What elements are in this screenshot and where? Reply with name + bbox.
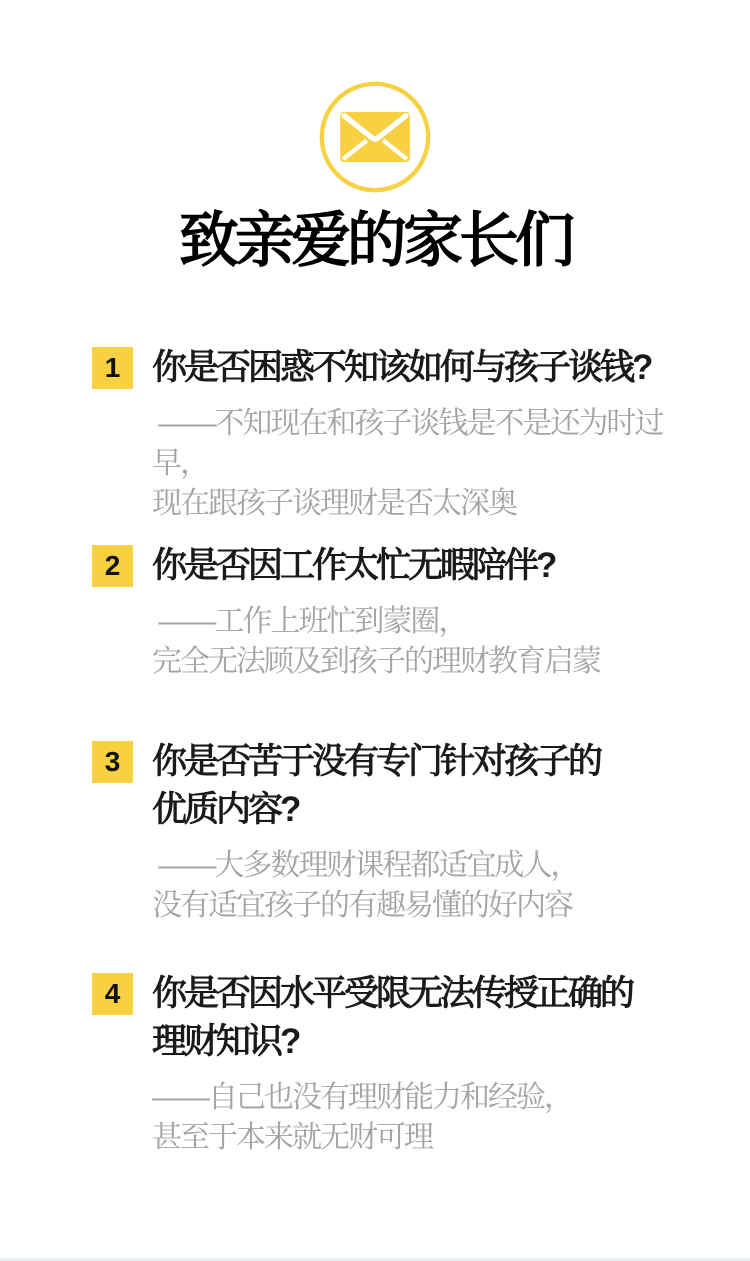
desc-line: ——工作上班忙到蒙圈， xyxy=(152,605,467,638)
question-line: 你是否苦于没有专门针对孩子的 xyxy=(152,742,601,781)
question-desc xyxy=(152,1078,695,1158)
envelope-icon xyxy=(317,79,433,195)
question-item-1 xyxy=(92,344,695,524)
desc-line: 甚至于本来就无财可理 xyxy=(152,1121,432,1154)
question-line: 你是否因水平受限无法传授正确的 xyxy=(152,974,633,1013)
item-number-badge: 4 xyxy=(92,973,133,1015)
desc-line: 现在跟孩子谈理财是否太深奥 xyxy=(152,487,516,520)
item-number-badge: 2 xyxy=(92,545,133,587)
desc-line: ——大多数理财课程都适宜成人， xyxy=(152,849,579,882)
question-desc xyxy=(152,404,695,524)
question-line: 优质内容? xyxy=(152,790,299,829)
question-text xyxy=(152,970,632,1066)
question-line: 理财知识? xyxy=(152,1022,299,1061)
desc-line: ——不知现在和孩子谈钱是不是还为时过早， xyxy=(152,407,663,480)
desc-line: 没有适宜孩子的有趣易懂的好内容 xyxy=(152,889,572,922)
question-item-2 xyxy=(92,542,695,682)
question-item-4 xyxy=(92,970,695,1158)
question-text xyxy=(152,542,554,590)
question-row xyxy=(92,970,695,1066)
question-row xyxy=(92,344,695,392)
page-title: 致亲爱的家长们 xyxy=(179,207,571,274)
question-row xyxy=(92,738,695,834)
question-desc xyxy=(152,846,695,926)
item-number-badge: 1 xyxy=(92,347,133,389)
question-line: 你是否因工作太忙无暇陪伴? xyxy=(152,546,555,585)
question-text xyxy=(152,738,600,834)
question-text xyxy=(152,344,650,392)
question-row xyxy=(92,542,695,590)
item-number-badge: 3 xyxy=(92,741,133,783)
desc-line: 完全无法顾及到孩子的理财教育启蒙 xyxy=(152,645,600,678)
question-line: 你是否困惑不知该如何与孩子谈钱? xyxy=(152,348,651,387)
question-desc xyxy=(152,602,695,682)
desc-line: ——自己也没有理财能力和经验， xyxy=(152,1081,572,1114)
question-item-3 xyxy=(92,738,695,926)
